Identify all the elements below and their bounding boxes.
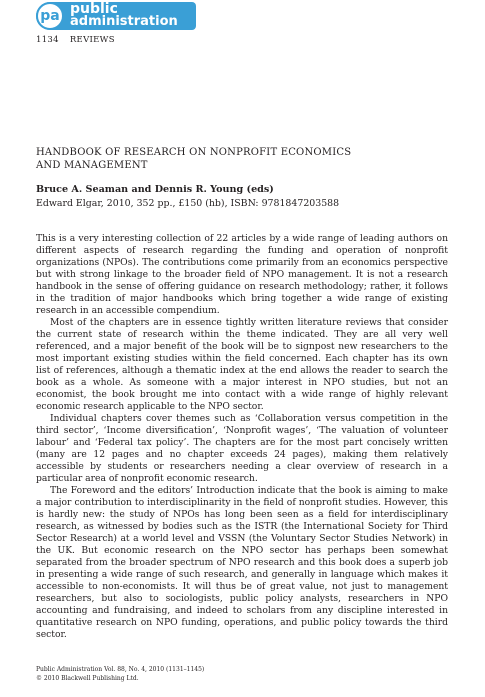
journal-citation: Public Administration Vol. 88, No. 4, 2010 (1131–1145) bbox=[36, 666, 205, 673]
copyright-notice: © 2010 Blackwell Publishing Ltd. bbox=[36, 675, 139, 682]
title-line-1: HANDBOOK OF RESEARCH ON NONPROFIT ECONOMICS bbox=[36, 147, 352, 158]
review-body bbox=[36, 233, 448, 641]
book-authors: Bruce A. Seaman and Dennis R. Young (eds) bbox=[36, 184, 274, 195]
running-head bbox=[36, 35, 115, 45]
paragraph: Most of the chapters are in essence tightly written literature reviews that consider the current state of research within the theme indicated. They are all very well referenced, and a major benefit of the book will be to signpost new researchers to the most important existing studies within the field concerned. Each chapter has its own list of references, although a thematic index at the end allows the reader to search the book as a whole. As someone with a major interest in NPO studies, but not an economist, the book brought me into contact with a wide range of highly relevant economic research applicable to the NPO sector. bbox=[36, 317, 448, 412]
logo-mark: pa bbox=[36, 2, 64, 30]
paragraph: This is a very interesting collection of 22 articles by a wide range of leading authors on different aspects of research regarding the funding and operation of nonprofit organizations (NPOs). The contributions come primarily from an economics perspective but with strong linkage to the broader field of NPO management. It is not a research handbook in the sense of offering guidance on research methodology; rather, it follows in the tradition of major handbooks which bring together a wide range of existing research in an accessible compendium. bbox=[36, 233, 448, 316]
paragraph: Individual chapters cover themes such as ‘Collaboration versus competition in the third sector’, ‘Income diversification’, ‘Nonprofit wages’, ‘The valuation of volunteer labour’ and ‘Federal tax policy’. The chapters are for the most part concisely written (many are 12 pages and no chapter exceeds 24 pages), making them relatively accessible by students or researchers needing a clear overview of research in a particular area of nonprofit economic research. bbox=[36, 413, 448, 484]
review-title bbox=[36, 146, 366, 172]
logo-word-public: public bbox=[70, 1, 118, 17]
title-line-2: AND MANAGEMENT bbox=[36, 160, 148, 171]
journal-logo bbox=[36, 2, 196, 30]
logo-word-administration: administration bbox=[70, 14, 178, 29]
page-footer bbox=[36, 665, 204, 683]
page-number: 1134 bbox=[36, 35, 59, 45]
section-label: REVIEWS bbox=[69, 35, 115, 45]
publication-info: Edward Elgar, 2010, 352 pp., £150 (hb), ISBN: 9781847203588 bbox=[36, 198, 340, 209]
paragraph: The Foreword and the editors’ Introduction indicate that the book is aiming to make a major contribution to interdisciplinarity in the field of nonprofit studies. However, this is hardly new: the study of NPOs has long been seen as a field for interdisciplinary research, as witnessed by bodies such as the ISTR (the International Society for Third Sector Research) at a world level and VSSN (the Voluntary Sector Studies Network) in the UK. But economic research on the NPO sector has perhaps been somewhat separated from the broader spectrum of NPO research and this book does a superb job in presenting a wide range of such research, and generally in language which makes it accessible to non-economists. It will thus be of great value, not just to management researchers, but also to sociologists, public policy analysts, researchers in NPO accounting and fundraising, and indeed to scholars from any discipline interested in quantitative research on NPO funding, operations, and public policy towards the third sector. bbox=[36, 485, 448, 640]
